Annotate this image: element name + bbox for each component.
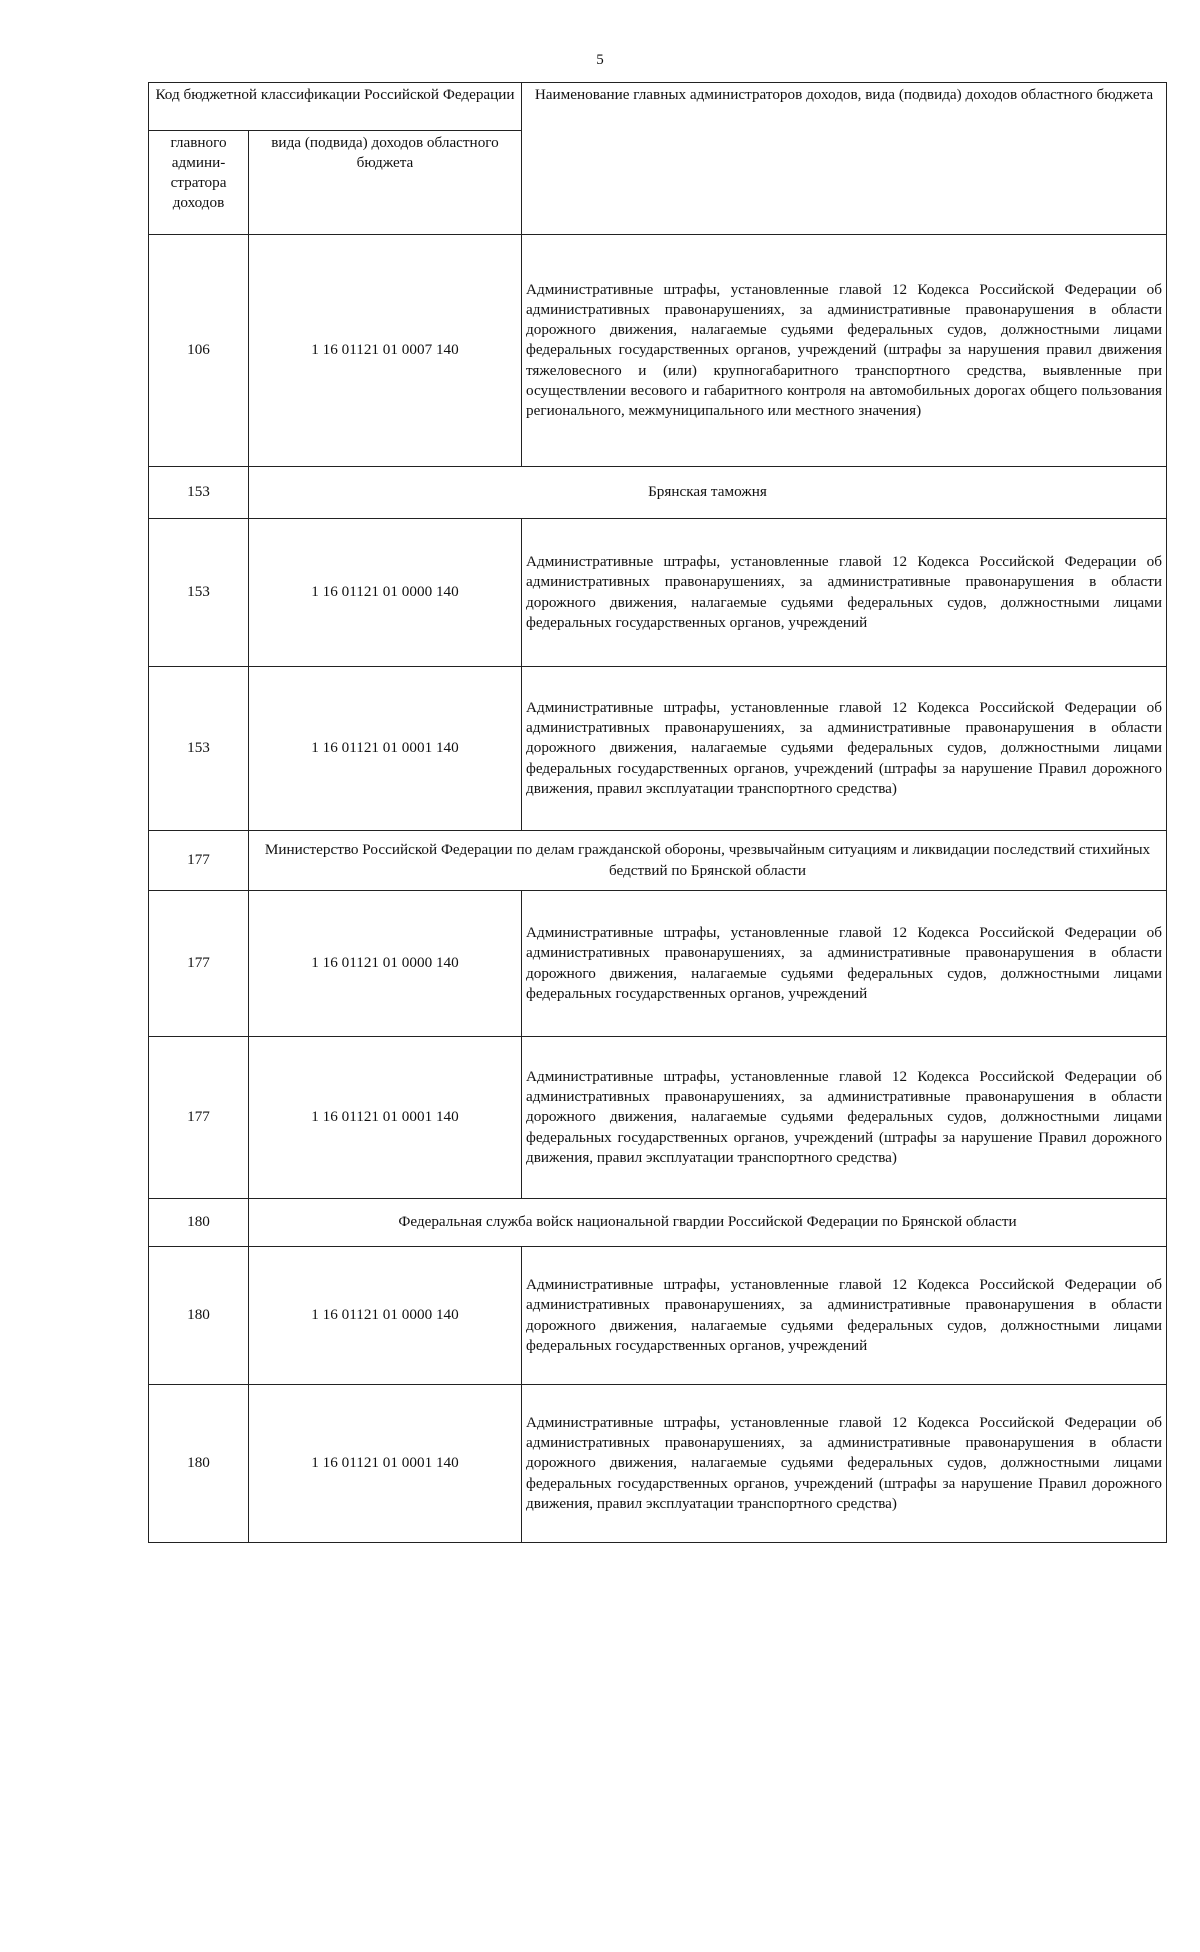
admin-code-cell: 180 <box>149 1199 249 1247</box>
table-row <box>149 1385 1167 1543</box>
income-code-cell: 1 16 01121 01 0001 140 <box>249 1385 522 1543</box>
income-code-cell: 1 16 01121 01 0001 140 <box>249 1037 522 1199</box>
admin-column-header: главного админи-стратора доходов <box>149 131 249 235</box>
section-row <box>149 467 1167 519</box>
table-row <box>149 667 1167 831</box>
income-description-cell: Административные штрафы, установленные главой 12 Кодекса Российской Федерации об административных правонарушениях, за административные правонарушения в области дорожного движения, налагаемые судьями федеральных судов, должностными лицами федеральных государственных органов, учреждений (штрафы за нарушение Правил дорожного движения, правил эксплуатации транспортного средства) <box>522 1385 1167 1543</box>
section-row <box>149 1199 1167 1247</box>
table-row <box>149 891 1167 1037</box>
income-code-cell: 1 16 01121 01 0007 140 <box>249 235 522 467</box>
admin-code-cell: 180 <box>149 1247 249 1385</box>
section-row <box>149 831 1167 891</box>
budget-classification-table <box>148 82 1167 1543</box>
page-number: 5 <box>596 52 604 68</box>
admin-code-cell: 180 <box>149 1385 249 1543</box>
table-row <box>149 235 1167 467</box>
income-description-cell: Административные штрафы, установленные главой 12 Кодекса Российской Федерации об административных правонарушениях, за административные правонарушения в области дорожного движения, налагаемые судьями федеральных судов, должностными лицами федеральных государственных органов, учреждений <box>522 1247 1167 1385</box>
income-code-cell: 1 16 01121 01 0000 140 <box>249 519 522 667</box>
table-body <box>149 235 1167 1543</box>
table-row <box>149 1037 1167 1199</box>
admin-code-cell: 177 <box>149 1037 249 1199</box>
income-code-cell: 1 16 01121 01 0001 140 <box>249 667 522 831</box>
income-description-cell: Административные штрафы, установленные главой 12 Кодекса Российской Федерации об административных правонарушениях, за административные правонарушения в области дорожного движения, налагаемые судьями федеральных судов, должностными лицами федеральных государственных органов, учреждений <box>522 891 1167 1037</box>
admin-code-cell: 177 <box>149 891 249 1037</box>
admin-code-cell: 153 <box>149 467 249 519</box>
code-group-header: Код бюджетной классификации Российской Федерации <box>149 83 522 131</box>
section-title-cell: Брянская таможня <box>249 467 1167 519</box>
income-description-cell: Административные штрафы, установленные главой 12 Кодекса Российской Федерации об административных правонарушениях, за административные правонарушения в области дорожного движения, налагаемые судьями федеральных судов, должностными лицами федеральных государственных органов, учреждений (штрафы за нарушение Правил дорожного движения, правил эксплуатации транспортного средства) <box>522 1037 1167 1199</box>
income-description-cell: Административные штрафы, установленные главой 12 Кодекса Российской Федерации об административных правонарушениях, за административные правонарушения в области дорожного движения, налагаемые судьями федеральных судов, должностными лицами федеральных государственных органов, учреждений (штрафы за нарушение Правил дорожного движения, правил эксплуатации транспортного средства) <box>522 667 1167 831</box>
admin-code-cell: 153 <box>149 519 249 667</box>
table-row <box>149 519 1167 667</box>
income-code-cell: 1 16 01121 01 0000 140 <box>249 1247 522 1385</box>
income-description-cell: Административные штрафы, установленные главой 12 Кодекса Российской Федерации об административных правонарушениях, за административные правонарушения в области дорожного движения, налагаемые судьями федеральных судов, должностными лицами федеральных государственных органов, учреждений <box>522 519 1167 667</box>
section-title-cell: Федеральная служба войск национальной гвардии Российской Федерации по Брянской области <box>249 1199 1167 1247</box>
income-description-cell: Административные штрафы, установленные главой 12 Кодекса Российской Федерации об административных правонарушениях, за административные правонарушения в области дорожного движения, налагаемые судьями федеральных судов, должностными лицами федеральных государственных органов, учреждений (штрафы за нарушения правил движения тяжеловесного и (или) крупногабаритного транспортного средства, выявленные при осуществлении весового и габаритного контроля на автомобильных дорогах общего пользования регионального, межмуниципального или местного значения) <box>522 235 1167 467</box>
admin-code-cell: 106 <box>149 235 249 467</box>
name-column-header: Наименование главных администраторов доходов, вида (подвида) доходов областного бюджета <box>522 83 1167 235</box>
table-header <box>149 83 1167 235</box>
income-code-cell: 1 16 01121 01 0000 140 <box>249 891 522 1037</box>
admin-code-cell: 153 <box>149 667 249 831</box>
kind-column-header: вида (подвида) доходов областного бюджета <box>249 131 522 235</box>
section-title-cell: Министерство Российской Федерации по делам гражданской обороны, чрезвычайным ситуациям и ликвидации последствий стихийных бедствий по Брянской области <box>249 831 1167 891</box>
table-row <box>149 1247 1167 1385</box>
admin-code-cell: 177 <box>149 831 249 891</box>
